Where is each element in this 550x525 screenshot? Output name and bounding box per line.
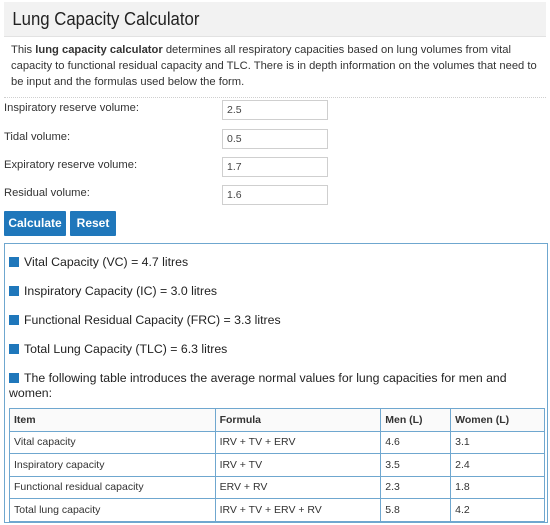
cell-women: 1.8 [451, 476, 545, 499]
cell-men: 3.5 [381, 454, 451, 477]
irv-label: Inspiratory reserve volume: [4, 102, 139, 114]
erv-label: Expiratory reserve volume: [4, 159, 138, 171]
cell-item: Vital capacity [10, 431, 216, 454]
cell-item: Functional residual capacity [10, 476, 216, 499]
cell-men: 4.6 [381, 431, 451, 454]
title-bar [4, 2, 546, 37]
irv-row [4, 100, 334, 124]
col-header-formula: Formula [215, 409, 381, 432]
reset-button[interactable]: Reset [70, 211, 116, 236]
tidal-volume-label: Tidal volume: [4, 131, 71, 143]
residual-volume-input[interactable] [222, 185, 328, 205]
result-total-lung-capacity [9, 342, 227, 357]
cell-item: Total lung capacity [10, 499, 216, 522]
col-header-item: Item [10, 409, 216, 432]
bullet-square-icon [9, 257, 19, 267]
cell-women: 4.2 [451, 499, 545, 522]
result-text: Functional Residual Capacity (FRC) = 3.3 litres [24, 313, 281, 327]
col-header-women: Women (L) [451, 409, 545, 432]
table-row [10, 499, 545, 522]
erv-input[interactable] [222, 157, 328, 177]
table-row [10, 476, 545, 499]
bullet-square-icon [9, 344, 19, 354]
tidal-volume-input[interactable] [222, 129, 328, 149]
results-panel [4, 243, 548, 523]
result-inspiratory-capacity [9, 284, 217, 299]
irv-input[interactable] [222, 100, 328, 120]
result-text: Total Lung Capacity (TLC) = 6.3 litres [24, 342, 228, 356]
cell-men: 2.3 [381, 476, 451, 499]
calculate-button[interactable]: Calculate [4, 211, 66, 236]
table-header-row [10, 409, 545, 432]
erv-row [4, 157, 334, 181]
bullet-square-icon [9, 373, 19, 383]
col-header-men: Men (L) [381, 409, 451, 432]
table-intro-text: The following table introduces the average normal values for lung capacities for men and women: [9, 371, 507, 400]
cell-women: 3.1 [451, 431, 545, 454]
result-text: Inspiratory Capacity (IC) = 3.0 litres [24, 284, 218, 298]
table-intro [9, 371, 529, 401]
bullet-square-icon [9, 286, 19, 296]
intro-text-end: determines all respiratory capacities based on lung volumes from vital capacity to functional residual capacity and TLC. There is in depth information on the volumes that need to be input and the formulas used below the form. [11, 44, 537, 88]
cell-women: 2.4 [451, 454, 545, 477]
cell-item: Inspiratory capacity [10, 454, 216, 477]
cell-formula: IRV + TV [215, 454, 381, 477]
result-functional-residual-capacity [9, 313, 281, 328]
cell-men: 5.8 [381, 499, 451, 522]
intro-text-bold: lung capacity calculator [35, 44, 163, 56]
cell-formula: ERV + RV [215, 476, 381, 499]
intro-text-start: This [11, 44, 36, 56]
residual-volume-label: Residual volume: [4, 187, 90, 199]
normal-values-table [9, 408, 545, 522]
bullet-square-icon [9, 315, 19, 325]
page-title: Lung Capacity Calculator [12, 9, 200, 29]
result-text: Vital Capacity (VC) = 4.7 litres [24, 255, 189, 269]
table-row [10, 454, 545, 477]
tidal-volume-row [4, 129, 334, 153]
cell-formula: IRV + TV + ERV [215, 431, 381, 454]
table-row [10, 431, 545, 454]
intro-text [4, 37, 546, 98]
residual-volume-row [4, 185, 334, 209]
result-vital-capacity [9, 255, 188, 270]
cell-formula: IRV + TV + ERV + RV [215, 499, 381, 522]
